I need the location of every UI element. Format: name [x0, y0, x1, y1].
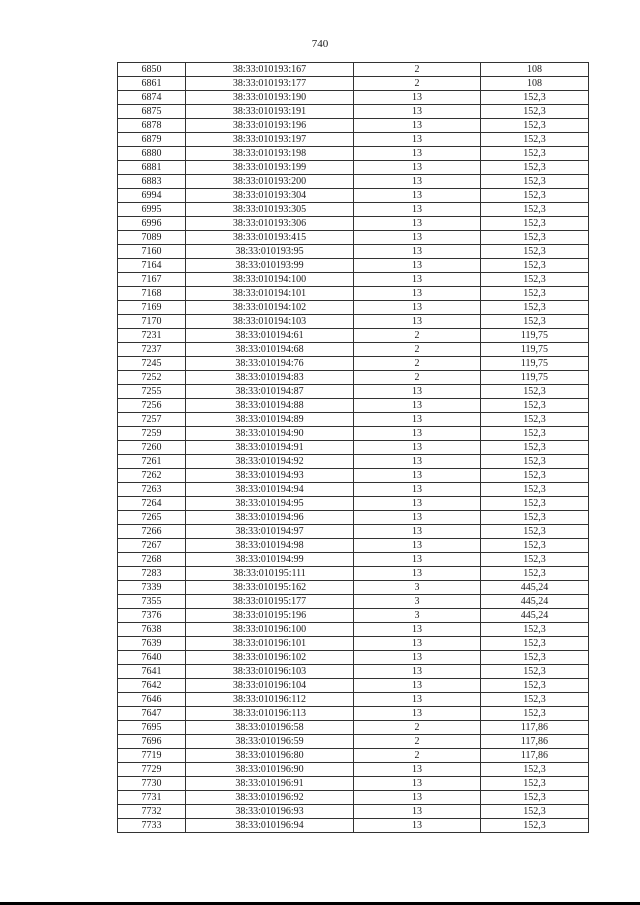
- table-row: [118, 553, 589, 567]
- count-cell: 13: [354, 385, 481, 399]
- count-cell: 13: [354, 441, 481, 455]
- count-cell: 3: [354, 609, 481, 623]
- area-cell: 152,3: [481, 469, 589, 483]
- data-table: [117, 62, 589, 833]
- area-cell: 152,3: [481, 763, 589, 777]
- cadastral-number-cell: 38:33:010194:91: [186, 441, 354, 455]
- count-cell: 13: [354, 539, 481, 553]
- count-cell: 13: [354, 567, 481, 581]
- count-cell: 2: [354, 329, 481, 343]
- row-number-cell: 7733: [118, 819, 186, 833]
- count-cell: 13: [354, 651, 481, 665]
- row-number-cell: 7283: [118, 567, 186, 581]
- area-cell: 445,24: [481, 595, 589, 609]
- table-row: [118, 721, 589, 735]
- cadastral-number-cell: 38:33:010196:102: [186, 651, 354, 665]
- cadastral-number-cell: 38:33:010196:80: [186, 749, 354, 763]
- table-row: [118, 567, 589, 581]
- table-row: [118, 119, 589, 133]
- row-number-cell: 7261: [118, 455, 186, 469]
- table-row: [118, 357, 589, 371]
- table-row: [118, 735, 589, 749]
- table-row: [118, 343, 589, 357]
- area-cell: 152,3: [481, 133, 589, 147]
- area-cell: 117,86: [481, 735, 589, 749]
- cadastral-number-cell: 38:33:010194:89: [186, 413, 354, 427]
- area-cell: 152,3: [481, 497, 589, 511]
- count-cell: 13: [354, 693, 481, 707]
- area-cell: 152,3: [481, 777, 589, 791]
- count-cell: 13: [354, 511, 481, 525]
- row-number-cell: 7730: [118, 777, 186, 791]
- count-cell: 13: [354, 497, 481, 511]
- cadastral-number-cell: 38:33:010194:97: [186, 525, 354, 539]
- area-cell: 152,3: [481, 189, 589, 203]
- count-cell: 13: [354, 105, 481, 119]
- table-row: [118, 273, 589, 287]
- row-number-cell: 7339: [118, 581, 186, 595]
- row-number-cell: 7732: [118, 805, 186, 819]
- row-number-cell: 7263: [118, 483, 186, 497]
- cadastral-number-cell: 38:33:010196:92: [186, 791, 354, 805]
- row-number-cell: 7642: [118, 679, 186, 693]
- cadastral-number-cell: 38:33:010193:199: [186, 161, 354, 175]
- row-number-cell: 7259: [118, 427, 186, 441]
- area-cell: 152,3: [481, 455, 589, 469]
- area-cell: 108: [481, 77, 589, 91]
- row-number-cell: 7245: [118, 357, 186, 371]
- cadastral-number-cell: 38:33:010195:196: [186, 609, 354, 623]
- area-cell: 152,3: [481, 427, 589, 441]
- cadastral-number-cell: 38:33:010193:305: [186, 203, 354, 217]
- table-row: [118, 581, 589, 595]
- cadastral-number-cell: 38:33:010193:99: [186, 259, 354, 273]
- count-cell: 13: [354, 231, 481, 245]
- area-cell: 119,75: [481, 371, 589, 385]
- area-cell: 152,3: [481, 707, 589, 721]
- table-row: [118, 63, 589, 77]
- area-cell: 117,86: [481, 721, 589, 735]
- cadastral-number-cell: 38:33:010196:59: [186, 735, 354, 749]
- area-cell: 152,3: [481, 315, 589, 329]
- row-number-cell: 6883: [118, 175, 186, 189]
- cadastral-number-cell: 38:33:010193:191: [186, 105, 354, 119]
- area-cell: 152,3: [481, 259, 589, 273]
- cadastral-number-cell: 38:33:010196:93: [186, 805, 354, 819]
- row-number-cell: 7267: [118, 539, 186, 553]
- area-cell: 152,3: [481, 301, 589, 315]
- area-cell: 152,3: [481, 791, 589, 805]
- table-row: [118, 399, 589, 413]
- area-cell: 152,3: [481, 147, 589, 161]
- count-cell: 13: [354, 819, 481, 833]
- row-number-cell: 6861: [118, 77, 186, 91]
- cadastral-number-cell: 38:33:010194:87: [186, 385, 354, 399]
- table-row: [118, 147, 589, 161]
- cadastral-number-cell: 38:33:010193:196: [186, 119, 354, 133]
- area-cell: 152,3: [481, 819, 589, 833]
- area-cell: 445,24: [481, 581, 589, 595]
- row-number-cell: 7376: [118, 609, 186, 623]
- table-row: [118, 749, 589, 763]
- area-cell: 117,86: [481, 749, 589, 763]
- table-row: [118, 371, 589, 385]
- table-row: [118, 105, 589, 119]
- cadastral-number-cell: 38:33:010194:68: [186, 343, 354, 357]
- table-row: [118, 679, 589, 693]
- row-number-cell: 6878: [118, 119, 186, 133]
- page-number: 740: [311, 38, 329, 50]
- count-cell: 13: [354, 287, 481, 301]
- count-cell: 13: [354, 805, 481, 819]
- cadastral-number-cell: 38:33:010196:91: [186, 777, 354, 791]
- cadastral-number-cell: 38:33:010193:95: [186, 245, 354, 259]
- table-row: [118, 707, 589, 721]
- area-cell: 152,3: [481, 399, 589, 413]
- cadastral-number-cell: 38:33:010196:58: [186, 721, 354, 735]
- area-cell: 152,3: [481, 805, 589, 819]
- cadastral-number-cell: 38:33:010193:415: [186, 231, 354, 245]
- cadastral-number-cell: 38:33:010194:61: [186, 329, 354, 343]
- count-cell: 2: [354, 371, 481, 385]
- table-row: [118, 651, 589, 665]
- area-cell: 119,75: [481, 343, 589, 357]
- count-cell: 3: [354, 581, 481, 595]
- count-cell: 13: [354, 623, 481, 637]
- cadastral-number-cell: 38:33:010196:104: [186, 679, 354, 693]
- table-row: [118, 455, 589, 469]
- count-cell: 13: [354, 483, 481, 497]
- table-row: [118, 231, 589, 245]
- cadastral-number-cell: 38:33:010194:100: [186, 273, 354, 287]
- row-number-cell: 7255: [118, 385, 186, 399]
- area-cell: 152,3: [481, 679, 589, 693]
- area-cell: 152,3: [481, 231, 589, 245]
- area-cell: 152,3: [481, 567, 589, 581]
- table-row: [118, 791, 589, 805]
- count-cell: 13: [354, 455, 481, 469]
- row-number-cell: 7639: [118, 637, 186, 651]
- count-cell: 2: [354, 357, 481, 371]
- table-row: [118, 595, 589, 609]
- row-number-cell: 7256: [118, 399, 186, 413]
- row-number-cell: 7640: [118, 651, 186, 665]
- cadastral-number-cell: 38:33:010194:83: [186, 371, 354, 385]
- cadastral-number-cell: 38:33:010193:304: [186, 189, 354, 203]
- table-row: [118, 175, 589, 189]
- row-number-cell: 7731: [118, 791, 186, 805]
- table-row: [118, 693, 589, 707]
- table-row: [118, 287, 589, 301]
- table-row: [118, 469, 589, 483]
- area-cell: 152,3: [481, 441, 589, 455]
- table-row: [118, 413, 589, 427]
- count-cell: 13: [354, 637, 481, 651]
- cadastral-number-cell: 38:33:010193:306: [186, 217, 354, 231]
- table-row: [118, 217, 589, 231]
- table-row: [118, 329, 589, 343]
- count-cell: 13: [354, 525, 481, 539]
- table-row: [118, 385, 589, 399]
- count-cell: 13: [354, 777, 481, 791]
- count-cell: 13: [354, 413, 481, 427]
- area-cell: 152,3: [481, 623, 589, 637]
- cadastral-number-cell: 38:33:010196:112: [186, 693, 354, 707]
- cadastral-number-cell: 38:33:010196:100: [186, 623, 354, 637]
- row-number-cell: 7164: [118, 259, 186, 273]
- table-row: [118, 301, 589, 315]
- table-row: [118, 609, 589, 623]
- cadastral-number-cell: 38:33:010196:94: [186, 819, 354, 833]
- row-number-cell: 7265: [118, 511, 186, 525]
- row-number-cell: 6996: [118, 217, 186, 231]
- area-cell: 152,3: [481, 119, 589, 133]
- cadastral-number-cell: 38:33:010195:177: [186, 595, 354, 609]
- count-cell: 13: [354, 175, 481, 189]
- table-row: [118, 483, 589, 497]
- cadastral-number-cell: 38:33:010194:96: [186, 511, 354, 525]
- count-cell: 13: [354, 665, 481, 679]
- cadastral-number-cell: 38:33:010193:177: [186, 77, 354, 91]
- row-number-cell: 6995: [118, 203, 186, 217]
- row-number-cell: 6875: [118, 105, 186, 119]
- area-cell: 152,3: [481, 245, 589, 259]
- row-number-cell: 7646: [118, 693, 186, 707]
- cadastral-number-cell: 38:33:010194:102: [186, 301, 354, 315]
- cadastral-number-cell: 38:33:010193:200: [186, 175, 354, 189]
- area-cell: 119,75: [481, 329, 589, 343]
- row-number-cell: 7264: [118, 497, 186, 511]
- row-number-cell: 7260: [118, 441, 186, 455]
- table-row: [118, 511, 589, 525]
- count-cell: 13: [354, 245, 481, 259]
- area-cell: 152,3: [481, 161, 589, 175]
- row-number-cell: 7252: [118, 371, 186, 385]
- count-cell: 13: [354, 301, 481, 315]
- row-number-cell: 7089: [118, 231, 186, 245]
- area-cell: 152,3: [481, 665, 589, 679]
- count-cell: 13: [354, 147, 481, 161]
- row-number-cell: 7170: [118, 315, 186, 329]
- row-number-cell: 6874: [118, 91, 186, 105]
- area-cell: 152,3: [481, 539, 589, 553]
- area-cell: 152,3: [481, 553, 589, 567]
- row-number-cell: 7257: [118, 413, 186, 427]
- area-cell: 152,3: [481, 91, 589, 105]
- count-cell: 13: [354, 91, 481, 105]
- area-cell: 152,3: [481, 413, 589, 427]
- count-cell: 13: [354, 707, 481, 721]
- table-row: [118, 497, 589, 511]
- area-cell: 152,3: [481, 287, 589, 301]
- table-row: [118, 441, 589, 455]
- area-cell: 152,3: [481, 273, 589, 287]
- row-number-cell: 7160: [118, 245, 186, 259]
- cadastral-number-cell: 38:33:010193:198: [186, 147, 354, 161]
- row-number-cell: 6994: [118, 189, 186, 203]
- area-cell: 119,75: [481, 357, 589, 371]
- row-number-cell: 7168: [118, 287, 186, 301]
- row-number-cell: 7355: [118, 595, 186, 609]
- area-cell: 152,3: [481, 217, 589, 231]
- cadastral-number-cell: 38:33:010196:101: [186, 637, 354, 651]
- area-cell: 152,3: [481, 385, 589, 399]
- count-cell: 13: [354, 203, 481, 217]
- row-number-cell: 6879: [118, 133, 186, 147]
- cadastral-number-cell: 38:33:010194:95: [186, 497, 354, 511]
- area-cell: 152,3: [481, 175, 589, 189]
- cadastral-number-cell: 38:33:010194:93: [186, 469, 354, 483]
- count-cell: 13: [354, 763, 481, 777]
- table-row: [118, 91, 589, 105]
- row-number-cell: 6850: [118, 63, 186, 77]
- table-row: [118, 245, 589, 259]
- row-number-cell: 7638: [118, 623, 186, 637]
- count-cell: 2: [354, 343, 481, 357]
- cadastral-number-cell: 38:33:010194:99: [186, 553, 354, 567]
- count-cell: 13: [354, 119, 481, 133]
- cadastral-number-cell: 38:33:010196:103: [186, 665, 354, 679]
- row-number-cell: 7266: [118, 525, 186, 539]
- row-number-cell: 7641: [118, 665, 186, 679]
- row-number-cell: 7696: [118, 735, 186, 749]
- count-cell: 3: [354, 595, 481, 609]
- count-cell: 2: [354, 749, 481, 763]
- cadastral-number-cell: 38:33:010194:98: [186, 539, 354, 553]
- table-row: [118, 77, 589, 91]
- count-cell: 13: [354, 217, 481, 231]
- table-row: [118, 427, 589, 441]
- cadastral-number-cell: 38:33:010196:90: [186, 763, 354, 777]
- cadastral-number-cell: 38:33:010194:103: [186, 315, 354, 329]
- row-number-cell: 6881: [118, 161, 186, 175]
- table-row: [118, 259, 589, 273]
- count-cell: 2: [354, 77, 481, 91]
- table-row: [118, 203, 589, 217]
- cadastral-number-cell: 38:33:010193:167: [186, 63, 354, 77]
- table-row: [118, 819, 589, 833]
- cadastral-number-cell: 38:33:010194:76: [186, 357, 354, 371]
- count-cell: 13: [354, 273, 481, 287]
- area-cell: 445,24: [481, 609, 589, 623]
- table-row: [118, 525, 589, 539]
- row-number-cell: 7262: [118, 469, 186, 483]
- cadastral-number-cell: 38:33:010194:92: [186, 455, 354, 469]
- count-cell: 13: [354, 399, 481, 413]
- count-cell: 13: [354, 189, 481, 203]
- cadastral-number-cell: 38:33:010195:111: [186, 567, 354, 581]
- row-number-cell: 7231: [118, 329, 186, 343]
- area-cell: 152,3: [481, 203, 589, 217]
- table-row: [118, 763, 589, 777]
- table-row: [118, 189, 589, 203]
- cadastral-number-cell: 38:33:010194:101: [186, 287, 354, 301]
- count-cell: 13: [354, 469, 481, 483]
- count-cell: 13: [354, 791, 481, 805]
- cadastral-number-cell: 38:33:010194:88: [186, 399, 354, 413]
- table-row: [118, 315, 589, 329]
- row-number-cell: 7167: [118, 273, 186, 287]
- row-number-cell: 7647: [118, 707, 186, 721]
- row-number-cell: 7695: [118, 721, 186, 735]
- count-cell: 2: [354, 63, 481, 77]
- table-row: [118, 777, 589, 791]
- count-cell: 2: [354, 735, 481, 749]
- cadastral-number-cell: 38:33:010194:90: [186, 427, 354, 441]
- table-row: [118, 623, 589, 637]
- count-cell: 2: [354, 721, 481, 735]
- area-cell: 152,3: [481, 105, 589, 119]
- count-cell: 13: [354, 553, 481, 567]
- count-cell: 13: [354, 133, 481, 147]
- row-number-cell: 6880: [118, 147, 186, 161]
- row-number-cell: 7237: [118, 343, 186, 357]
- table-row: [118, 161, 589, 175]
- row-number-cell: 7169: [118, 301, 186, 315]
- count-cell: 13: [354, 679, 481, 693]
- area-cell: 152,3: [481, 651, 589, 665]
- table-row: [118, 665, 589, 679]
- cadastral-number-cell: 38:33:010195:162: [186, 581, 354, 595]
- table-row: [118, 805, 589, 819]
- area-cell: 152,3: [481, 511, 589, 525]
- area-cell: 152,3: [481, 693, 589, 707]
- row-number-cell: 7729: [118, 763, 186, 777]
- cadastral-number-cell: 38:33:010193:197: [186, 133, 354, 147]
- table-row: [118, 637, 589, 651]
- area-cell: 152,3: [481, 525, 589, 539]
- cadastral-number-cell: 38:33:010196:113: [186, 707, 354, 721]
- count-cell: 13: [354, 161, 481, 175]
- row-number-cell: 7268: [118, 553, 186, 567]
- row-number-cell: 7719: [118, 749, 186, 763]
- cadastral-number-cell: 38:33:010193:190: [186, 91, 354, 105]
- table-row: [118, 133, 589, 147]
- count-cell: 13: [354, 427, 481, 441]
- table-row: [118, 539, 589, 553]
- count-cell: 13: [354, 315, 481, 329]
- cadastral-number-cell: 38:33:010194:94: [186, 483, 354, 497]
- area-cell: 152,3: [481, 637, 589, 651]
- area-cell: 152,3: [481, 483, 589, 497]
- count-cell: 13: [354, 259, 481, 273]
- table-body: [118, 63, 589, 833]
- area-cell: 108: [481, 63, 589, 77]
